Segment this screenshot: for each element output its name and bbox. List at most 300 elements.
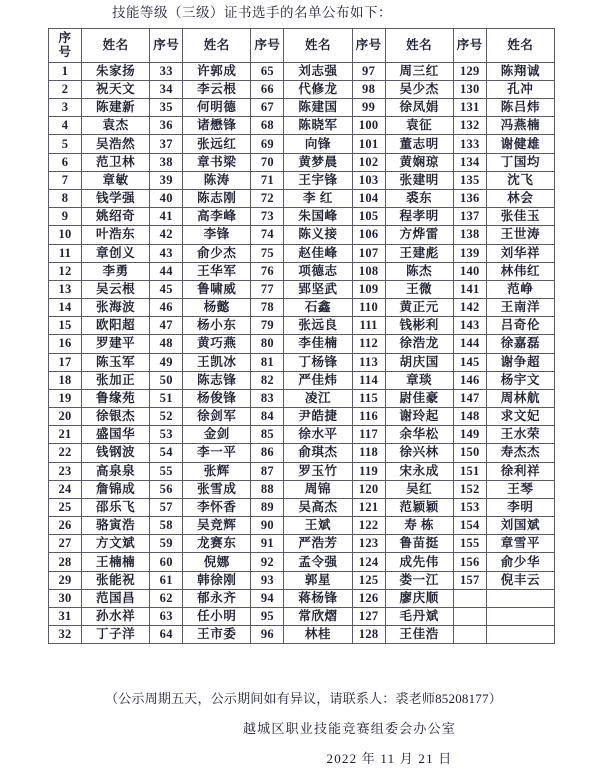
cell-name: 余华松 bbox=[385, 426, 453, 444]
cell-name: 谢争超 bbox=[486, 353, 554, 371]
cell-name: 陈建国 bbox=[284, 99, 352, 117]
cell-name: 徐凤娟 bbox=[385, 99, 453, 117]
cell-no: 3 bbox=[49, 99, 82, 117]
cell-no: 19 bbox=[49, 389, 82, 407]
cell-no: 51 bbox=[150, 389, 183, 407]
cell-empty bbox=[453, 626, 486, 644]
cell-name: 李怀香 bbox=[183, 498, 251, 516]
cell-name: 俞琪杰 bbox=[284, 444, 352, 462]
cell-name: 叶浩东 bbox=[82, 226, 150, 244]
cell-name: 韩徐刚 bbox=[183, 571, 251, 589]
cell-name: 罗玉竹 bbox=[284, 462, 352, 480]
cell-no: 140 bbox=[453, 262, 486, 280]
cell-name: 高李峰 bbox=[183, 208, 251, 226]
cell-no: 61 bbox=[150, 571, 183, 589]
cell-no: 30 bbox=[49, 589, 82, 607]
table-row bbox=[49, 571, 555, 589]
cell-name: 吕奇伦 bbox=[486, 317, 554, 335]
cell-name: 吴高杰 bbox=[284, 498, 352, 516]
cell-no: 97 bbox=[352, 62, 385, 80]
cell-no: 153 bbox=[453, 498, 486, 516]
cell-name: 金剑 bbox=[183, 426, 251, 444]
cell-name: 倪娜 bbox=[183, 553, 251, 571]
cell-no: 151 bbox=[453, 462, 486, 480]
cell-no: 77 bbox=[251, 280, 284, 298]
cell-name: 鲁啸威 bbox=[183, 280, 251, 298]
cell-no: 122 bbox=[352, 517, 385, 535]
cell-name: 凌江 bbox=[284, 389, 352, 407]
cell-no: 40 bbox=[150, 189, 183, 207]
cell-no: 98 bbox=[352, 80, 385, 98]
cell-no: 117 bbox=[352, 426, 385, 444]
cell-no: 88 bbox=[251, 480, 284, 498]
cell-no: 66 bbox=[251, 80, 284, 98]
cell-no: 83 bbox=[251, 389, 284, 407]
cell-no: 121 bbox=[352, 498, 385, 516]
cell-no: 4 bbox=[49, 117, 82, 135]
cell-name: 周三红 bbox=[385, 62, 453, 80]
cell-name: 寿杰杰 bbox=[486, 444, 554, 462]
cell-name: 郭星 bbox=[284, 571, 352, 589]
cell-name: 陈玉军 bbox=[82, 353, 150, 371]
cell-name: 丁国均 bbox=[486, 153, 554, 171]
table-row bbox=[49, 589, 555, 607]
cell-name: 徐水平 bbox=[284, 426, 352, 444]
cell-no: 63 bbox=[150, 607, 183, 625]
table-row bbox=[49, 153, 555, 171]
roster-table bbox=[48, 28, 555, 644]
cell-name: 张远良 bbox=[284, 317, 352, 335]
cell-name: 代修龙 bbox=[284, 80, 352, 98]
cell-no: 94 bbox=[251, 589, 284, 607]
cell-no: 91 bbox=[251, 535, 284, 553]
cell-no: 25 bbox=[49, 498, 82, 516]
cell-name: 李云根 bbox=[183, 80, 251, 98]
cell-no: 92 bbox=[251, 553, 284, 571]
cell-name: 章创义 bbox=[82, 244, 150, 262]
column-header-name-4: 姓名 bbox=[385, 29, 453, 63]
cell-name: 陈志刚 bbox=[183, 189, 251, 207]
cell-no: 93 bbox=[251, 571, 284, 589]
cell-no: 124 bbox=[352, 553, 385, 571]
cell-no: 100 bbox=[352, 117, 385, 135]
cell-no: 76 bbox=[251, 262, 284, 280]
cell-no: 56 bbox=[150, 480, 183, 498]
cell-no: 46 bbox=[150, 299, 183, 317]
cell-no: 113 bbox=[352, 353, 385, 371]
cell-name: 王南洋 bbox=[486, 299, 554, 317]
cell-no: 8 bbox=[49, 189, 82, 207]
table-row bbox=[49, 135, 555, 153]
cell-name: 谢健雄 bbox=[486, 135, 554, 153]
cell-name: 项德志 bbox=[284, 262, 352, 280]
cell-no: 47 bbox=[150, 317, 183, 335]
cell-no: 74 bbox=[251, 226, 284, 244]
cell-no: 134 bbox=[453, 153, 486, 171]
column-header-name-3: 姓名 bbox=[284, 29, 352, 63]
cell-no: 141 bbox=[453, 280, 486, 298]
cell-name: 袁杰 bbox=[82, 117, 150, 135]
table-row bbox=[49, 553, 555, 571]
cell-no: 148 bbox=[453, 408, 486, 426]
cell-no: 152 bbox=[453, 480, 486, 498]
cell-name: 陈吕炜 bbox=[486, 99, 554, 117]
cell-name: 沈飞 bbox=[486, 171, 554, 189]
column-header-no-3: 序号 bbox=[251, 29, 284, 63]
cell-no: 149 bbox=[453, 426, 486, 444]
cell-name: 陈建新 bbox=[82, 99, 150, 117]
cell-name: 许郭成 bbox=[183, 62, 251, 80]
cell-no: 136 bbox=[453, 189, 486, 207]
cell-no: 33 bbox=[150, 62, 183, 80]
table-row bbox=[49, 353, 555, 371]
cell-no: 14 bbox=[49, 299, 82, 317]
cell-name: 王水荣 bbox=[486, 426, 554, 444]
cell-name: 李锋 bbox=[183, 226, 251, 244]
cell-no: 29 bbox=[49, 571, 82, 589]
cell-name: 吴竞辉 bbox=[183, 517, 251, 535]
cell-name: 任小明 bbox=[183, 607, 251, 625]
cell-no: 45 bbox=[150, 280, 183, 298]
table-row bbox=[49, 62, 555, 80]
cell-name: 王琴 bbox=[486, 480, 554, 498]
cell-no: 54 bbox=[150, 444, 183, 462]
cell-no: 127 bbox=[352, 607, 385, 625]
cell-name: 龙赛东 bbox=[183, 535, 251, 553]
cell-no: 144 bbox=[453, 335, 486, 353]
table-row bbox=[49, 426, 555, 444]
cell-name: 郢坚武 bbox=[284, 280, 352, 298]
cell-name: 徐浩龙 bbox=[385, 335, 453, 353]
cell-name: 詹锦成 bbox=[82, 480, 150, 498]
cell-name: 张海波 bbox=[82, 299, 150, 317]
cell-no: 102 bbox=[352, 153, 385, 171]
cell-name: 钱学强 bbox=[82, 189, 150, 207]
cell-no: 52 bbox=[150, 408, 183, 426]
cell-no: 71 bbox=[251, 171, 284, 189]
cell-no: 133 bbox=[453, 135, 486, 153]
cell-no: 9 bbox=[49, 208, 82, 226]
cell-name: 李勇 bbox=[82, 262, 150, 280]
cell-name: 徐银杰 bbox=[82, 408, 150, 426]
cell-no: 95 bbox=[251, 607, 284, 625]
table-row bbox=[49, 171, 555, 189]
cell-no: 110 bbox=[352, 299, 385, 317]
table-row bbox=[49, 480, 555, 498]
footer-block bbox=[0, 684, 603, 774]
cell-no: 139 bbox=[453, 244, 486, 262]
cell-name: 王建彪 bbox=[385, 244, 453, 262]
cell-name: 王世涛 bbox=[486, 226, 554, 244]
cell-name: 周林航 bbox=[486, 389, 554, 407]
cell-no: 37 bbox=[150, 135, 183, 153]
cell-no: 50 bbox=[150, 371, 183, 389]
table-header-row bbox=[49, 29, 555, 63]
cell-name: 李 红 bbox=[284, 189, 352, 207]
table-row bbox=[49, 80, 555, 98]
cell-name: 王微 bbox=[385, 280, 453, 298]
cell-name: 石鑫 bbox=[284, 299, 352, 317]
cell-no: 32 bbox=[49, 626, 82, 644]
cell-no: 75 bbox=[251, 244, 284, 262]
cell-name: 俞少杰 bbox=[183, 244, 251, 262]
cell-name: 廖庆顺 bbox=[385, 589, 453, 607]
cell-no: 82 bbox=[251, 371, 284, 389]
cell-no: 64 bbox=[150, 626, 183, 644]
cell-no: 10 bbox=[49, 226, 82, 244]
table-row bbox=[49, 335, 555, 353]
cell-no: 120 bbox=[352, 480, 385, 498]
cell-no: 90 bbox=[251, 517, 284, 535]
cell-no: 18 bbox=[49, 371, 82, 389]
cell-no: 116 bbox=[352, 408, 385, 426]
cell-name: 孟令强 bbox=[284, 553, 352, 571]
cell-name: 陈晓军 bbox=[284, 117, 352, 135]
cell-no: 16 bbox=[49, 335, 82, 353]
cell-name: 张能祝 bbox=[82, 571, 150, 589]
cell-name: 黄正元 bbox=[385, 299, 453, 317]
cell-name: 钱钢波 bbox=[82, 444, 150, 462]
page-title: 技能等级（三级）证书选手的名单公布如下： bbox=[112, 5, 392, 20]
cell-no: 89 bbox=[251, 498, 284, 516]
cell-name: 欧阳超 bbox=[82, 317, 150, 335]
issuing-organization: 越城区职业技能竞赛组委会办公室 bbox=[242, 721, 456, 737]
cell-no: 104 bbox=[352, 189, 385, 207]
cell-name: 罗建平 bbox=[82, 335, 150, 353]
cell-name: 王华军 bbox=[183, 262, 251, 280]
table-body bbox=[49, 62, 555, 644]
cell-no: 2 bbox=[49, 80, 82, 98]
cell-name: 鲁缘苑 bbox=[82, 389, 150, 407]
cell-no: 79 bbox=[251, 317, 284, 335]
cell-no: 86 bbox=[251, 444, 284, 462]
table-row bbox=[49, 498, 555, 516]
cell-name: 董志明 bbox=[385, 135, 453, 153]
cell-name: 蒋杨锋 bbox=[284, 589, 352, 607]
cell-name: 姚绍奇 bbox=[82, 208, 150, 226]
cell-name: 王宇锋 bbox=[284, 171, 352, 189]
cell-no: 115 bbox=[352, 389, 385, 407]
cell-name: 章书梁 bbox=[183, 153, 251, 171]
cell-no: 43 bbox=[150, 244, 183, 262]
table-row bbox=[49, 462, 555, 480]
cell-no: 17 bbox=[49, 353, 82, 371]
cell-no: 69 bbox=[251, 135, 284, 153]
table-row bbox=[49, 226, 555, 244]
cell-no: 146 bbox=[453, 371, 486, 389]
cell-name: 程孝明 bbox=[385, 208, 453, 226]
cell-no: 103 bbox=[352, 171, 385, 189]
cell-no: 6 bbox=[49, 153, 82, 171]
cell-no: 131 bbox=[453, 99, 486, 117]
cell-no: 5 bbox=[49, 135, 82, 153]
cell-name: 求文妃 bbox=[486, 408, 554, 426]
cell-no: 81 bbox=[251, 353, 284, 371]
cell-name: 杨俊锋 bbox=[183, 389, 251, 407]
roster-table-container bbox=[0, 28, 603, 644]
cell-name: 刘国斌 bbox=[486, 517, 554, 535]
cell-no: 41 bbox=[150, 208, 183, 226]
cell-no: 72 bbox=[251, 189, 284, 207]
cell-name: 杨宇文 bbox=[486, 371, 554, 389]
cell-empty bbox=[486, 626, 554, 644]
cell-name: 李明 bbox=[486, 498, 554, 516]
cell-name: 钱彬利 bbox=[385, 317, 453, 335]
cell-name: 尹皓捷 bbox=[284, 408, 352, 426]
cell-name: 严浩芳 bbox=[284, 535, 352, 553]
cell-name: 胡庆国 bbox=[385, 353, 453, 371]
cell-no: 38 bbox=[150, 153, 183, 171]
cell-name: 常欣熠 bbox=[284, 607, 352, 625]
cell-name: 周锦 bbox=[284, 480, 352, 498]
table-row bbox=[49, 535, 555, 553]
cell-no: 31 bbox=[49, 607, 82, 625]
cell-no: 36 bbox=[150, 117, 183, 135]
cell-no: 112 bbox=[352, 335, 385, 353]
cell-name: 陈涛 bbox=[183, 171, 251, 189]
cell-no: 132 bbox=[453, 117, 486, 135]
cell-name: 吴浩然 bbox=[82, 135, 150, 153]
cell-name: 严佳炜 bbox=[284, 371, 352, 389]
cell-name: 黄梦晨 bbox=[284, 153, 352, 171]
cell-no: 55 bbox=[150, 462, 183, 480]
table-row bbox=[49, 208, 555, 226]
column-header-name-2: 姓名 bbox=[183, 29, 251, 63]
cell-name: 邵乐飞 bbox=[82, 498, 150, 516]
cell-name: 黄巧燕 bbox=[183, 335, 251, 353]
cell-no: 53 bbox=[150, 426, 183, 444]
cell-name: 王市委 bbox=[183, 626, 251, 644]
cell-no: 84 bbox=[251, 408, 284, 426]
cell-name: 宋永成 bbox=[385, 462, 453, 480]
cell-no: 1 bbox=[49, 62, 82, 80]
cell-no: 138 bbox=[453, 226, 486, 244]
cell-name: 何明德 bbox=[183, 99, 251, 117]
cell-name: 陈翔诚 bbox=[486, 62, 554, 80]
cell-no: 137 bbox=[453, 208, 486, 226]
cell-no: 39 bbox=[150, 171, 183, 189]
cell-no: 26 bbox=[49, 517, 82, 535]
cell-empty bbox=[453, 589, 486, 607]
cell-no: 114 bbox=[352, 371, 385, 389]
cell-name: 章敏 bbox=[82, 171, 150, 189]
cell-name: 王佳浩 bbox=[385, 626, 453, 644]
cell-no: 24 bbox=[49, 480, 82, 498]
cell-no: 21 bbox=[49, 426, 82, 444]
cell-name: 向锋 bbox=[284, 135, 352, 153]
table-row bbox=[49, 262, 555, 280]
cell-no: 68 bbox=[251, 117, 284, 135]
table-row bbox=[49, 299, 555, 317]
cell-name: 范峥 bbox=[486, 280, 554, 298]
cell-no: 35 bbox=[150, 99, 183, 117]
cell-no: 34 bbox=[150, 80, 183, 98]
cell-name: 陈志锋 bbox=[183, 371, 251, 389]
cell-name: 丁子洋 bbox=[82, 626, 150, 644]
cell-name: 徐嘉磊 bbox=[486, 335, 554, 353]
cell-no: 20 bbox=[49, 408, 82, 426]
table-row bbox=[49, 389, 555, 407]
cell-no: 156 bbox=[453, 553, 486, 571]
cell-no: 65 bbox=[251, 62, 284, 80]
cell-name: 陈义接 bbox=[284, 226, 352, 244]
cell-no: 12 bbox=[49, 262, 82, 280]
cell-name: 章雪平 bbox=[486, 535, 554, 553]
cell-name: 方文斌 bbox=[82, 535, 150, 553]
table-row bbox=[49, 244, 555, 262]
table-row bbox=[49, 117, 555, 135]
cell-no: 128 bbox=[352, 626, 385, 644]
cell-no: 15 bbox=[49, 317, 82, 335]
cell-no: 142 bbox=[453, 299, 486, 317]
cell-name: 张加正 bbox=[82, 371, 150, 389]
cell-no: 7 bbox=[49, 171, 82, 189]
issue-date: 2022 年 11 月 21 日 bbox=[326, 751, 453, 767]
cell-name: 郁永齐 bbox=[183, 589, 251, 607]
cell-name: 孔冲 bbox=[486, 80, 554, 98]
cell-name: 尉佳豪 bbox=[385, 389, 453, 407]
table-row bbox=[49, 189, 555, 207]
cell-no: 157 bbox=[453, 571, 486, 589]
column-header-name-5: 姓名 bbox=[486, 29, 554, 63]
cell-name: 谢玲起 bbox=[385, 408, 453, 426]
cell-name: 章琰 bbox=[385, 371, 453, 389]
cell-no: 73 bbox=[251, 208, 284, 226]
cell-name: 方烨雷 bbox=[385, 226, 453, 244]
cell-name: 杨懿 bbox=[183, 299, 251, 317]
public-notice-text: （公示周期五天，公示期间如有异议，请联系人：裘老师85208177） bbox=[105, 691, 502, 707]
cell-no: 44 bbox=[150, 262, 183, 280]
cell-no: 111 bbox=[352, 317, 385, 335]
cell-name: 朱国峰 bbox=[284, 208, 352, 226]
cell-name: 陈杰 bbox=[385, 262, 453, 280]
cell-name: 杨小东 bbox=[183, 317, 251, 335]
cell-no: 13 bbox=[49, 280, 82, 298]
column-header-no-1: 序号 bbox=[49, 29, 82, 63]
cell-name: 赵佳峰 bbox=[284, 244, 352, 262]
cell-no: 49 bbox=[150, 353, 183, 371]
cell-name: 徐剑军 bbox=[183, 408, 251, 426]
cell-name: 范颖颖 bbox=[385, 498, 453, 516]
cell-no: 145 bbox=[453, 353, 486, 371]
cell-no: 59 bbox=[150, 535, 183, 553]
cell-no: 27 bbox=[49, 535, 82, 553]
cell-name: 鲁苗挺 bbox=[385, 535, 453, 553]
cell-no: 147 bbox=[453, 389, 486, 407]
cell-no: 85 bbox=[251, 426, 284, 444]
cell-no: 70 bbox=[251, 153, 284, 171]
table-row bbox=[49, 317, 555, 335]
cell-name: 林桂 bbox=[284, 626, 352, 644]
cell-name: 王斌 bbox=[284, 517, 352, 535]
column-header-no-5: 序号 bbox=[453, 29, 486, 63]
cell-name: 李一平 bbox=[183, 444, 251, 462]
cell-name: 刘华祥 bbox=[486, 244, 554, 262]
cell-name: 娄一江 bbox=[385, 571, 453, 589]
cell-no: 108 bbox=[352, 262, 385, 280]
cell-name: 丁杨锋 bbox=[284, 353, 352, 371]
cell-no: 105 bbox=[352, 208, 385, 226]
table-row bbox=[49, 408, 555, 426]
cell-name: 吴云根 bbox=[82, 280, 150, 298]
cell-no: 109 bbox=[352, 280, 385, 298]
cell-no: 78 bbox=[251, 299, 284, 317]
cell-name: 骆寅浩 bbox=[82, 517, 150, 535]
cell-no: 99 bbox=[352, 99, 385, 117]
cell-no: 96 bbox=[251, 626, 284, 644]
cell-name: 徐兴林 bbox=[385, 444, 453, 462]
cell-name: 张雪成 bbox=[183, 480, 251, 498]
